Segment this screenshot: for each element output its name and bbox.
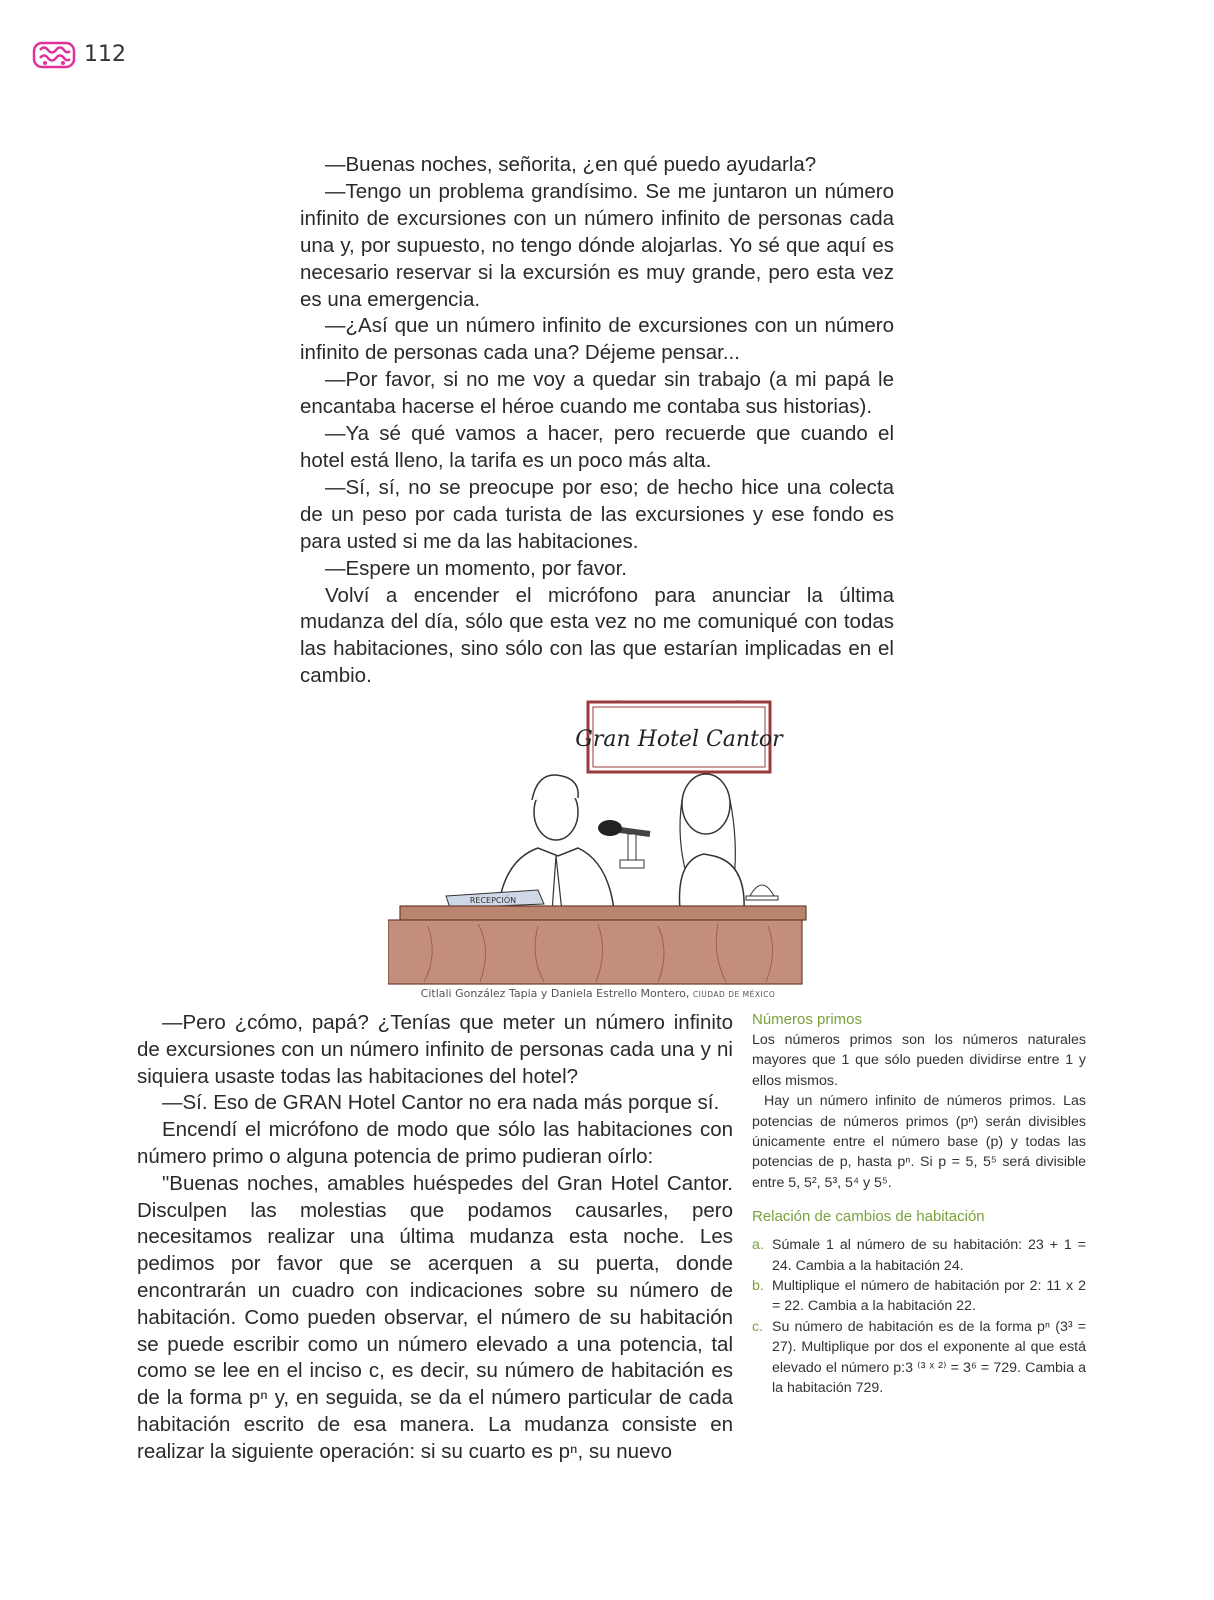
lower-text-block bbox=[137, 1010, 733, 1466]
list-item bbox=[752, 1235, 1086, 1276]
paragraph: —Tengo un problema grandísimo. Se me juntaron un número infinito de excursiones con un número infinito de personas cada una y, por supuesto, no tengo dónde alojarlas. Yo sé que aquí es necesario reservar si la excursión es muy grande, pero esta vez es una emergencia. bbox=[300, 179, 894, 311]
sidebar-paragraph: Hay un número infinito de números primos. Las potencias de números primos (pⁿ) serán divisibles únicamente entre el número base (p) y todas las potencias de p, hasta pⁿ. Si p = 5, 5⁵ será divisible entre 5, 5², 5³, 5⁴ y 5⁵. bbox=[752, 1093, 1086, 1191]
paragraph: —Sí. Eso de GRAN Hotel Cantor no era nada más porque sí. bbox=[162, 1091, 720, 1115]
sidebar-paragraph: Los números primos son los números naturales mayores que 1 que sólo pueden dividirse entre 1 y ellos mismos. bbox=[752, 1032, 1086, 1089]
list-item bbox=[752, 1317, 1086, 1399]
paragraph: —¿Así que un número infinito de excursiones con un número infinito de personas cada una? Déjeme pensar... bbox=[300, 314, 894, 365]
sidebar-title-room-changes: Relación de cambios de habitación bbox=[752, 1208, 985, 1226]
list-item-text: Multiplique el número de habitación por 2: 11 x 2 = 22. Cambia a la habitación 22. bbox=[772, 1278, 1086, 1315]
list-marker: a. bbox=[752, 1237, 764, 1254]
paragraph: Encendí el micrófono de modo que sólo las habitaciones con número primo o alguna potencia de primo pudieran oírlo: bbox=[137, 1118, 733, 1168]
credit-authors: Citlali González Tapia y Daniela Estrello Montero, bbox=[420, 987, 690, 1000]
list-marker: b. bbox=[752, 1278, 764, 1295]
paragraph: —Espere un momento, por favor. bbox=[325, 556, 627, 580]
paragraph: —Pero ¿cómo, papá? ¿Tenías que meter un número infinito de excursiones con un número infinito de personas cada una y ni siquiera usaste todas las habitaciones del hotel? bbox=[137, 1011, 733, 1088]
list-item-text: Su número de habitación es de la forma pⁿ (3³ = 27). Multiplique por dos el exponente al que está elevado el número p:3 ⁽³ ˣ ²⁾ = 3⁶ = 729. Cambia a la habitación 729. bbox=[772, 1318, 1086, 1397]
sidebar-title-prime-numbers: Números primos bbox=[752, 1011, 863, 1028]
upper-text-block bbox=[300, 152, 894, 690]
paragraph: —Por favor, si no me voy a quedar sin trabajo (a mi papá le encantaba hacerse el héroe cuando me contaba sus historias). bbox=[300, 368, 894, 419]
illustration-credit bbox=[388, 987, 808, 1000]
list-item bbox=[752, 1276, 1086, 1317]
sign-text: Gran Hotel Cantor bbox=[575, 727, 783, 752]
hotel-reception-illustration bbox=[388, 700, 808, 985]
page-number: 112 bbox=[84, 42, 126, 67]
list-marker: c. bbox=[752, 1318, 764, 1335]
room-change-list bbox=[752, 1235, 1086, 1398]
paragraph: —Ya sé qué vamos a hacer, pero recuerde que cuando el hotel está lleno, la tarifa es un poco más alta. bbox=[300, 422, 894, 472]
sidebar-notes bbox=[752, 1010, 1086, 1399]
book-logo-icon bbox=[32, 40, 76, 70]
desk-label: RECEPCIÓN bbox=[469, 896, 517, 905]
list-item-text: Súmale 1 al número de su habitación: 23 + 1 = 24. Cambia a la habitación 24. bbox=[772, 1237, 1086, 1274]
paragraph: Volví a encender el micrófono para anunciar la última mudanza del día, sólo que esta vez no me comuniqué con todas las habitaciones, sino sólo con las que estarían implicadas en el cambio. bbox=[300, 583, 894, 688]
credit-place: CIUDAD DE MÉXICO bbox=[692, 990, 776, 999]
paragraph: —Buenas noches, señorita, ¿en qué puedo ayudarla? bbox=[325, 153, 817, 176]
paragraph: "Buenas noches, amables huéspedes del Gran Hotel Cantor. Disculpen las molestias que podamos causarles, pero necesitamos realizar una última mudanza esta noche. Les pedimos por favor que se acerquen a su puerta, donde encontrarán un cuadro con indicaciones sobre su número de habitación. Como pueden observar, el número de su habitación se puede escribir como un número elevado a una potencia, tal como se lee en el inciso c, es decir, su número de habitación es de la forma pⁿ y, en seguida, se da el número particular de cada habitación escrito de esa manera. La mudanza consiste en realizar la siguiente operación: si su cuarto es pⁿ, su nuevo bbox=[137, 1171, 733, 1463]
paragraph: —Sí, sí, no se preocupe por eso; de hecho hice una colecta de un peso por cada turista de las excursiones y ese fondo es para usted si me da las habitaciones. bbox=[300, 475, 894, 553]
